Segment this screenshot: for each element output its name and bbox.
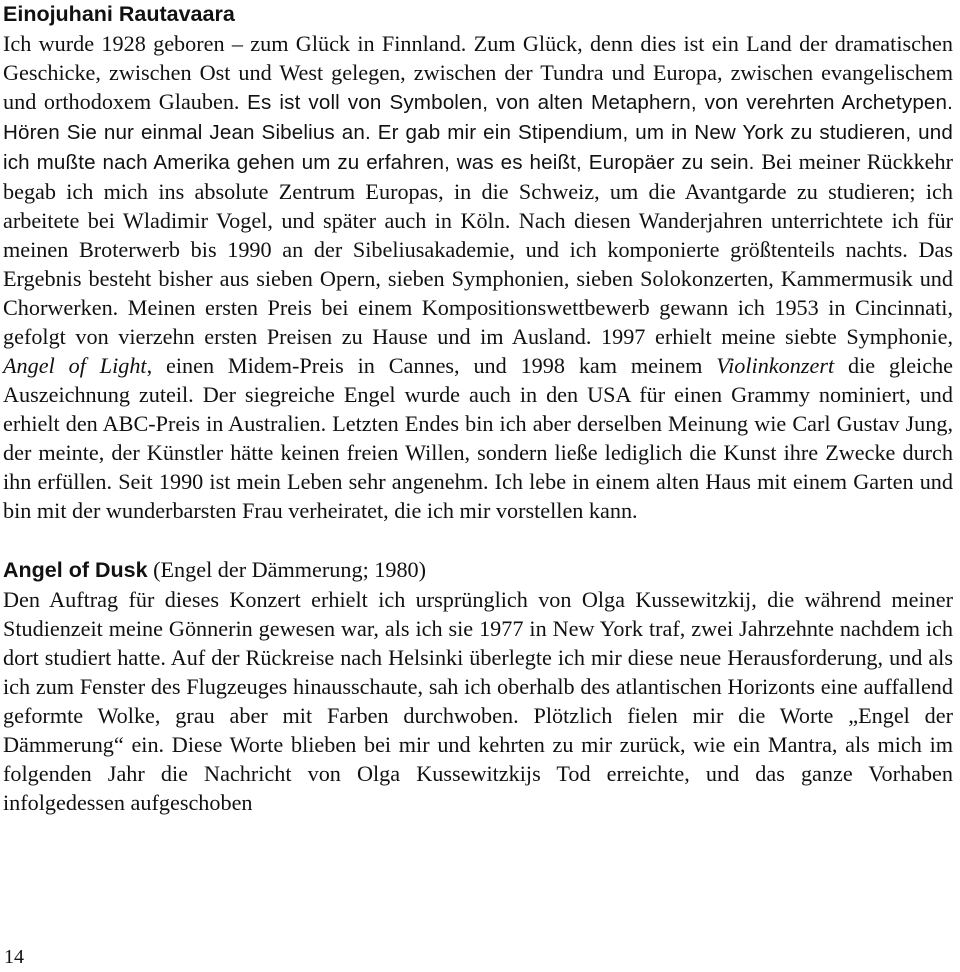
biography-text-4: , einen Midem-Preis in Cannes, und 1998 kam meinem: [146, 353, 717, 378]
biography-paragraph: [3, 29, 953, 525]
document-page: [3, 0, 953, 817]
work-title-angel-of-light: Angel of Light: [3, 353, 147, 378]
angel-of-dusk-paragraph: Den Auftrag für dieses Konzert erhielt ich ursprünglich von Olga Kussewitzkij, die während meiner Studienzeit meine Gönnerin gewesen war, als ich sie 1977 in New York traf, zwei Jahrzehnte nachdem ich dort studiert hatte. Auf der Rückreise nach Helsinki überlegte ich mir diese neue Herausforderung, und als ich zum Fenster des Flugzeuges hinausschaute, sah ich oberhalb des atlantischen Horizonts eine auffallend geformte Wolke, grau aber mit Farben durchwoben. Plötzlich fielen mir die Worte „Engel der Dämmerung“ ein. Diese Worte blieben bei mir und kehrten zu mir zurück, wie ein Mantra, als mich im folgenden Jahr die Nachricht von Olga Kussewitzkijs Tod erreichte, und das ganze Vorhaben infolgedessen aufgeschoben: [3, 587, 953, 815]
section-gap: [3, 525, 953, 555]
biography-text-3: Bei meiner Rückkehr begab ich mich ins absolute Zentrum Europas, in die Schweiz, um die Avantgarde zu studieren; ich arbeitete bei Wladimir Vogel, und später auch in Köln. Nach diesen Wanderjahren unterrichtete ich für meinen Broterwerb bis 1990 an der Sibeliusakademie, und ich komponierte größtenteils nachts. Das Ergebnis besteht bisher aus sieben Opern, sieben Symphonien, sieben Solokonzerten, Kammermusik und Chorwerken. Meinen ersten Preis bei einem Kompositionswettbewerb gewann ich 1953 in Cincinnati, gefolgt von vierzehn ersten Preisen zu Hause und im Ausland. 1997 erhielt meine siebte Symphonie,: [3, 149, 953, 349]
work-subtitle: (Engel der Dämmerung; 1980): [147, 557, 427, 582]
section-heading-angel-of-dusk: [3, 555, 953, 585]
biography-text-2: Es ist voll von Symbolen, von alten Metaphern, von verehrten Archetypen. Hören Sie nur einmal Jean Sibelius an. Er gab mir ein Stipendium, um in New York zu studieren, und ich mußte nach Amerika gehen um zu erfahren, was es heißt, Europäer zu sein.: [3, 91, 953, 174]
page-number: 14: [4, 946, 24, 968]
biography-text-5: die gleiche Auszeichnung zuteil. Der siegreiche Engel wurde auch in den USA für einen Grammy nominiert, und erhielt den ABC-Preis in Australien. Letzten Endes bin ich aber derselben Meinung wie Carl Gustav Jung, der meinte, der Künstler hätte keinen freien Willen, sondern ließe lediglich die Kunst ihre Zwecke durch ihn erfüllen. Seit 1990 ist mein Leben sehr angenehm. Ich lebe in einem alten Haus mit einem Garten und bin mit der wunderbarsten Frau verheiratet, die ich mir vorstellen kann.: [3, 353, 954, 523]
section-heading-rautavaara: Einojuhani Rautavaara: [3, 2, 235, 26]
biography-text-1: Ich wurde 1928 geboren – zum Glück in Finnland. Zum Glück, denn dies ist ein Land der dramatischen Geschicke, zwischen Ost und West gelegen, zwischen der Tundra und Europa, zwischen evangelischem und orthodoxem Glauben.: [3, 31, 953, 114]
work-title-angel-of-dusk: Angel of Dusk: [3, 558, 148, 582]
work-title-violinkonzert: Violinkonzert: [716, 353, 835, 378]
